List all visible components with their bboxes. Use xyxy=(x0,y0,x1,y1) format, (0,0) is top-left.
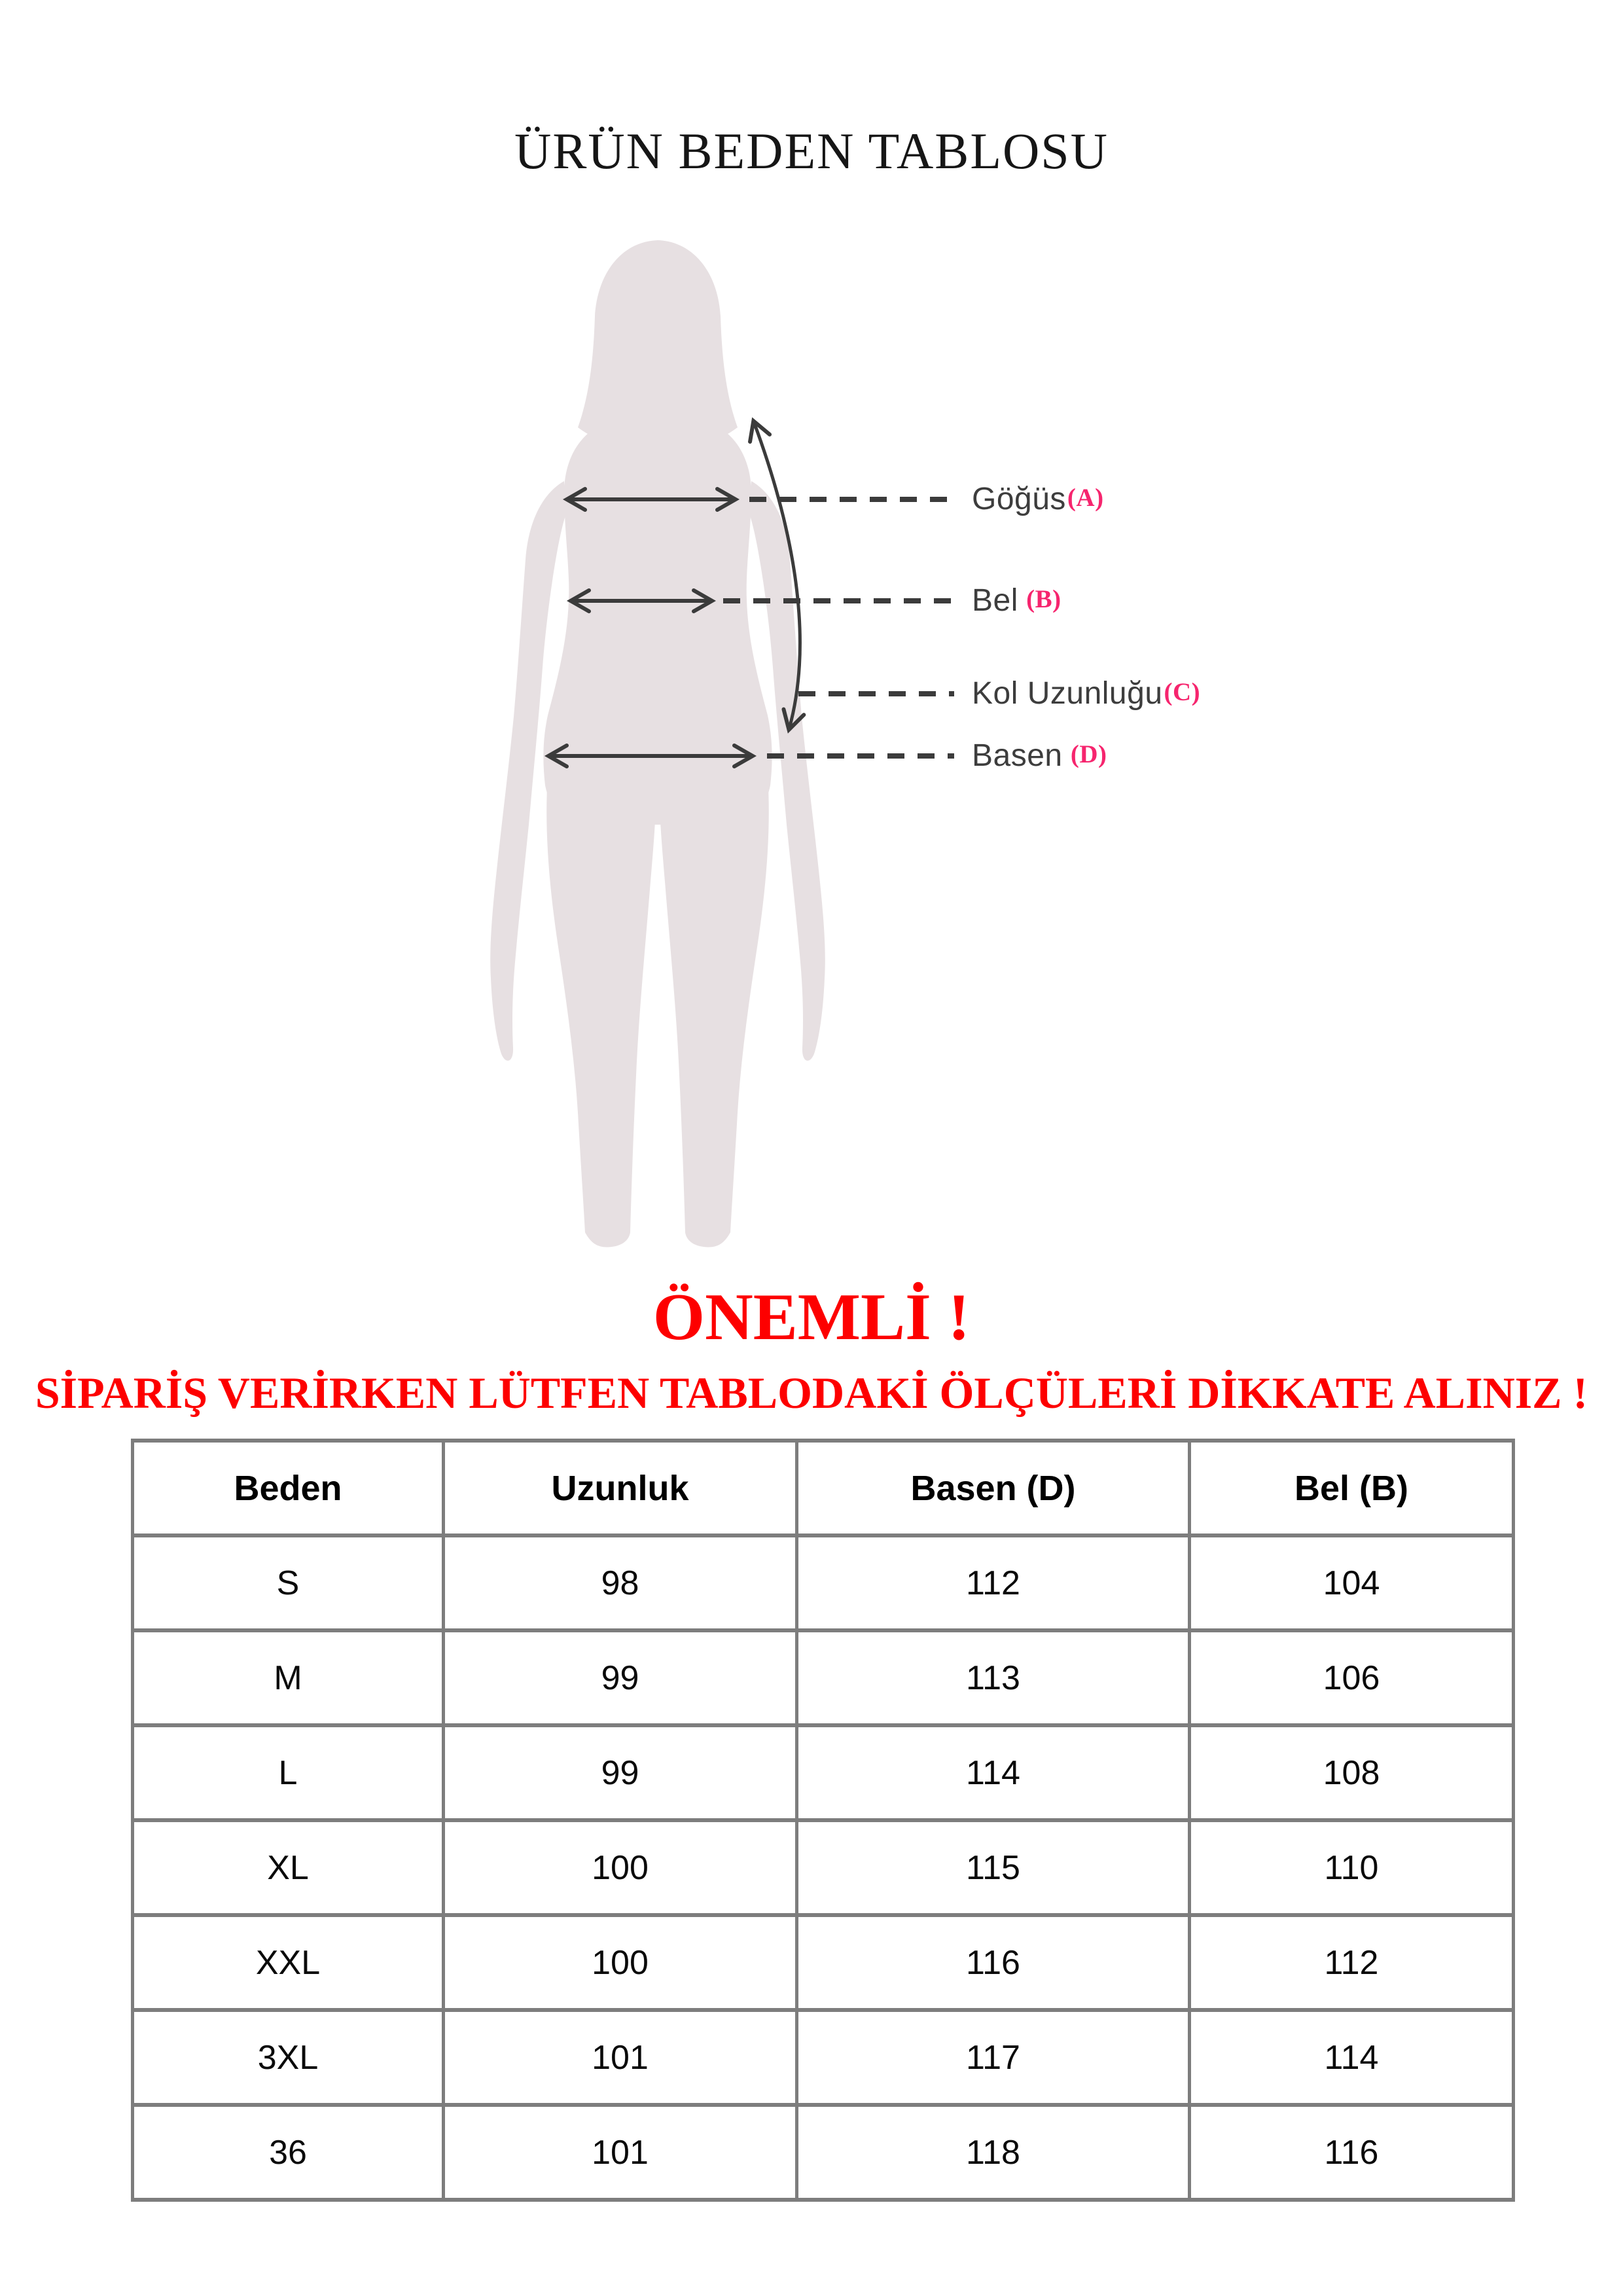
table-cell: 116 xyxy=(797,1915,1190,2010)
table-cell: 100 xyxy=(444,1820,797,1915)
table-row xyxy=(133,1535,1514,1630)
hip-measure-label-text: Basen xyxy=(972,738,1063,773)
table-cell: S xyxy=(133,1535,444,1630)
table-cell: 114 xyxy=(797,1725,1190,1820)
table-cell: 118 xyxy=(797,2105,1190,2200)
table-cell: 108 xyxy=(1190,1725,1514,1820)
table-cell: 112 xyxy=(797,1535,1190,1630)
arm-length-measure-label xyxy=(972,678,1200,709)
table-cell: 104 xyxy=(1190,1535,1514,1630)
table-row xyxy=(133,2105,1514,2200)
column-header-bel: Bel (B) xyxy=(1190,1441,1514,1535)
column-header-basen: Basen (D) xyxy=(797,1441,1190,1535)
column-header-uzunluk: Uzunluk xyxy=(444,1441,797,1535)
hip-measure-code: (D) xyxy=(1063,740,1107,768)
table-row xyxy=(133,2010,1514,2105)
table-cell: 99 xyxy=(444,1630,797,1725)
table-row xyxy=(133,1630,1514,1725)
table-row xyxy=(133,1820,1514,1915)
table-cell: 110 xyxy=(1190,1820,1514,1915)
chest-measure-code: (A) xyxy=(1067,484,1104,512)
table-cell: 113 xyxy=(797,1630,1190,1725)
size-table xyxy=(131,1439,1515,2202)
table-cell: M xyxy=(133,1630,444,1725)
table-cell: 114 xyxy=(1190,2010,1514,2105)
measurement-diagram xyxy=(0,232,1623,1260)
page-title: ÜRÜN BEDEN TABLOSU xyxy=(514,122,1109,179)
waist-measure-label-text: Bel xyxy=(972,583,1018,618)
waist-measure-code: (B) xyxy=(1019,585,1061,613)
size-table-header-row xyxy=(133,1441,1514,1535)
table-cell: 101 xyxy=(444,2105,797,2200)
arm-length-measure-label-text: Kol Uzunluğu xyxy=(972,676,1163,711)
table-cell: XXL xyxy=(133,1915,444,2010)
chest-measure-label xyxy=(972,484,1104,515)
measurement-arrows xyxy=(393,232,982,1253)
table-cell: 116 xyxy=(1190,2105,1514,2200)
hip-measure-label xyxy=(972,740,1107,772)
table-cell: 36 xyxy=(133,2105,444,2200)
warning-text: SİPARİŞ VERİRKEN LÜTFEN TABLODAKİ ÖLÇÜLERİ DİKKATE ALINIZ ! xyxy=(35,1368,1588,1418)
chest-measure-label-text: Göğüs xyxy=(972,482,1066,516)
table-row xyxy=(133,1725,1514,1820)
size-table-body xyxy=(133,1535,1514,2200)
table-row xyxy=(133,1915,1514,2010)
arm-length-arrow xyxy=(754,422,800,728)
table-cell: 112 xyxy=(1190,1915,1514,2010)
table-cell: 100 xyxy=(444,1915,797,2010)
table-cell: 101 xyxy=(444,2010,797,2105)
arm-length-measure-code: (C) xyxy=(1164,678,1201,706)
column-header-beden: Beden xyxy=(133,1441,444,1535)
important-heading: ÖNEMLİ ! xyxy=(652,1280,971,1354)
table-cell: XL xyxy=(133,1820,444,1915)
table-cell: 3XL xyxy=(133,2010,444,2105)
table-cell: 99 xyxy=(444,1725,797,1820)
table-cell: 98 xyxy=(444,1535,797,1630)
table-cell: 115 xyxy=(797,1820,1190,1915)
table-cell: L xyxy=(133,1725,444,1820)
table-cell: 106 xyxy=(1190,1630,1514,1725)
table-cell: 117 xyxy=(797,2010,1190,2105)
waist-measure-label xyxy=(972,585,1061,617)
